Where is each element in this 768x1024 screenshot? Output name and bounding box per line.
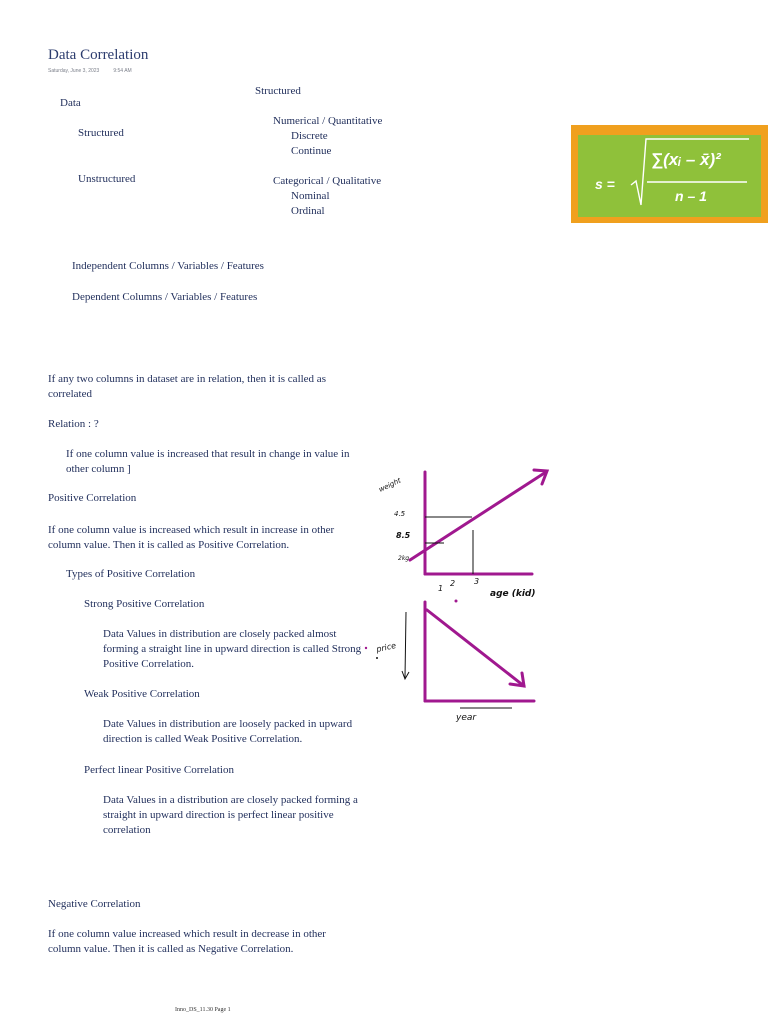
taxonomy-root: Data [60, 97, 81, 109]
taxonomy-discrete: Discrete [291, 130, 328, 142]
page-dateline [48, 68, 132, 74]
sketch-ink-dot-left [365, 647, 367, 649]
sketch-top-y-label: weight [377, 476, 403, 494]
sketch-bottom-trend-line [427, 610, 524, 686]
sketch-top-trend-line [410, 472, 546, 560]
sketch-bottom-y-label: price [375, 641, 397, 654]
taxonomy-right-heading: Structured [255, 85, 301, 97]
weak-positive-definition: Date Values in distribution are loosely packed in upward direction is called Weak Positive Correlation. [103, 718, 353, 745]
positive-correlation-sketch [370, 460, 550, 608]
std-dev-formula-image [571, 125, 768, 223]
negative-correlation-heading: Negative Correlation [48, 898, 141, 910]
page-footer: Inno_DS_11.30 Page 1 [175, 1007, 231, 1013]
independent-columns: Independent Columns / Variables / Features [72, 260, 264, 272]
taxonomy-ordinal: Ordinal [291, 205, 325, 217]
taxonomy-nominal: Nominal [291, 190, 330, 202]
positive-correlation-heading: Positive Correlation [48, 492, 137, 504]
sketch-down-arrow-shaft [405, 612, 406, 678]
page-title: Data Correlation [48, 47, 149, 63]
relation-definition: If one column value is increased that result in change in value in other column ] [66, 448, 350, 475]
taxonomy-categorical: Categorical / Qualitative [273, 175, 382, 187]
perfect-positive-heading: Perfect linear Positive Correlation [84, 764, 234, 776]
taxonomy-structured: Structured [78, 127, 124, 139]
types-positive-heading: Types of Positive Correlation [66, 568, 196, 580]
dependent-columns: Dependent Columns / Variables / Features [72, 291, 258, 303]
page-date: Saturday, June 3, 2023 [48, 68, 100, 74]
strong-positive-definition: Data Values in distribution are closely packed almost forming a straight line in upward direction is called Strong Positive Correlation. [103, 628, 362, 670]
taxonomy-unstructured: Unstructured [78, 173, 136, 185]
formula-denominator: n – 1 [675, 188, 707, 204]
weak-positive-heading: Weak Positive Correlation [84, 688, 200, 700]
sketch-top-y-tick-1: 4.5 [394, 510, 406, 518]
formula-numerator: ∑(xᵢ – x̄)² [651, 150, 721, 169]
sketch-top-x-tick-3: 3 [474, 577, 480, 586]
sketch-bottom-x-label: year [456, 713, 477, 723]
page-time: 9:54 AM [113, 68, 132, 74]
sketch-top-x-tick-1: 1 [438, 584, 444, 593]
sketch-top-y-tick-3: 2kg [398, 555, 410, 562]
sketch-top-x-tick-2: 2 [450, 579, 456, 588]
positive-correlation-definition: If one column value is increased which result in increase in other column value. Then it is called as Positive Correlation. [48, 524, 335, 551]
taxonomy-continue: Continue [291, 145, 332, 157]
correlated-definition: If any two columns in dataset are in relation, then it is called as correlated [48, 373, 326, 400]
negative-correlation-sketch [360, 598, 550, 726]
perfect-positive-definition: Data Values in a distribution are closely packed forming a straight in upward direction is perfect linear positive correlation [103, 794, 358, 836]
formula-lhs: s = [595, 176, 615, 192]
negative-correlation-definition: If one column value increased which result in decrease in other column value. Then it is called as Negative Correlation. [48, 928, 326, 955]
sketch-top-y-tick-2: 8.5 [396, 531, 411, 540]
sketch-pen-dot [376, 657, 378, 659]
sketch-top-x-label: age (kid) [490, 589, 536, 599]
relation-question: Relation : ? [48, 418, 99, 430]
taxonomy-numerical: Numerical / Quantitative [273, 115, 383, 127]
strong-positive-heading: Strong Positive Correlation [84, 598, 205, 610]
